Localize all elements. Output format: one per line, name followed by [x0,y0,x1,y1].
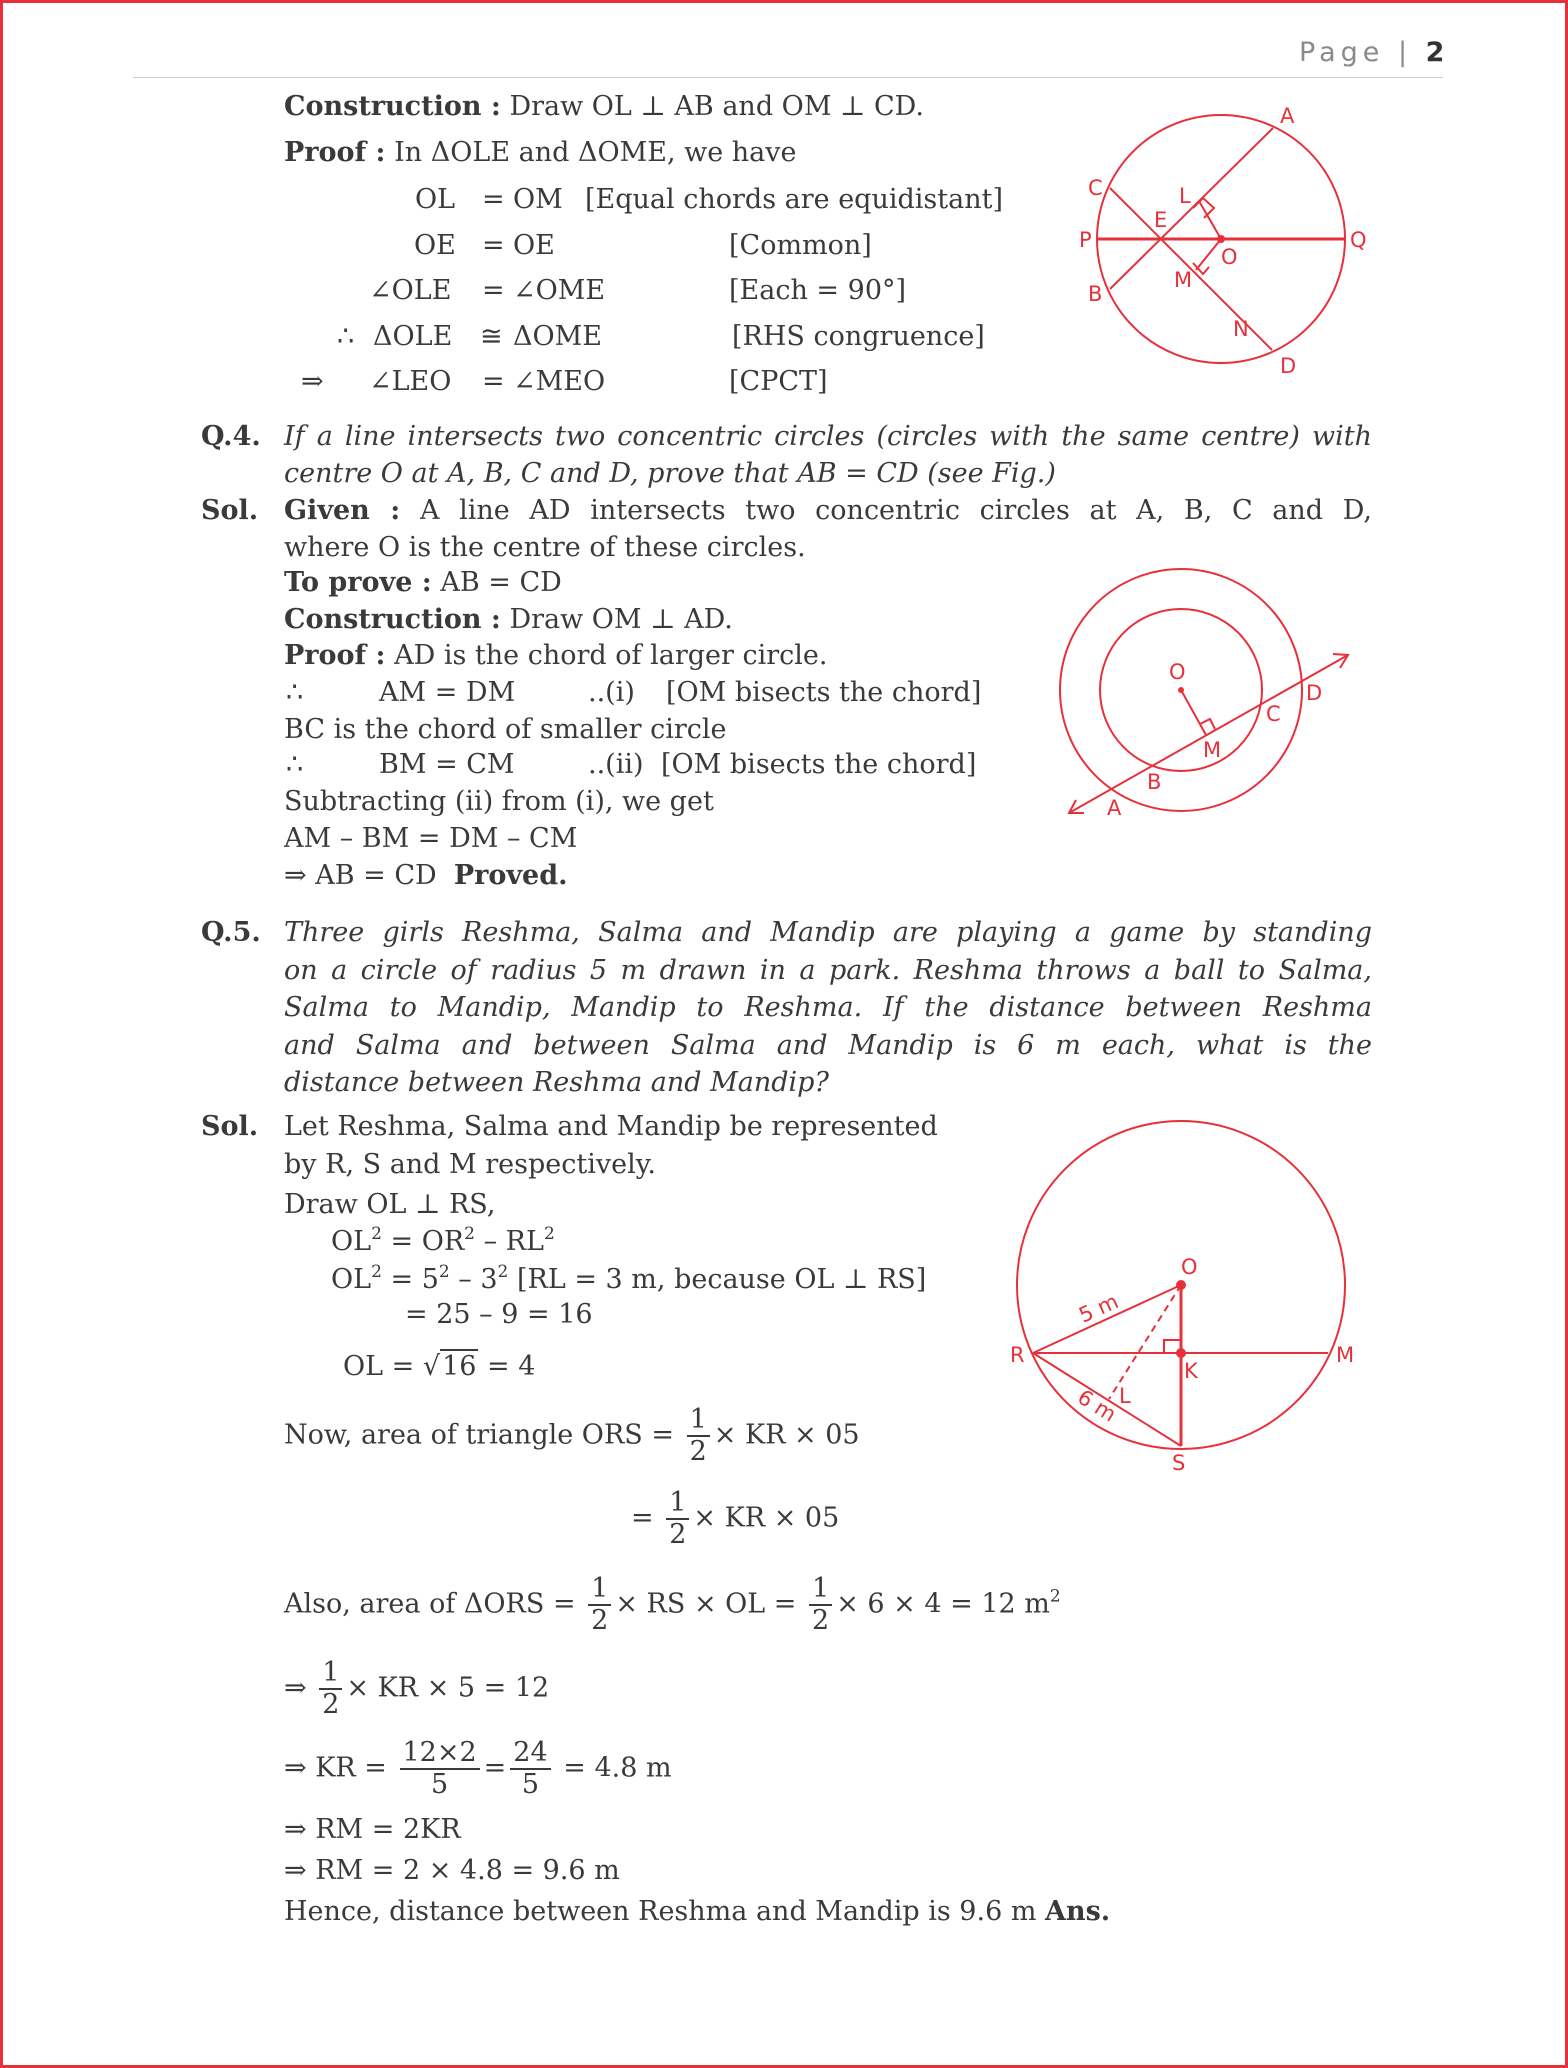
proof-text: In ΔOLE and ΔOME, we have [394,137,797,168]
exponent: 2 [371,1262,382,1282]
label-d: D [1280,354,1297,378]
label-e: E [1154,208,1168,232]
equation-line: ⇒ RM = 2KR [284,1814,461,1845]
numerator: 12×2 [400,1738,480,1770]
numerator: 1 [687,1405,710,1437]
denominator: 2 [812,1605,830,1636]
exponent: 2 [438,1262,450,1282]
question-text: Three girls Reshma, Salma and Mandip are playing a game by standing [284,917,1372,948]
eq-part: × KR × 05 [693,1502,840,1534]
label-5m: 5 m [1075,1289,1123,1328]
construction-label: Construction : [284,604,501,635]
area-equation-3 [284,1574,1061,1636]
given-label: Given : [284,495,401,526]
row-rhs: ΔOME [513,321,602,352]
fraction [400,1738,480,1800]
answer-text: Hence, distance between Reshma and Mandip is 9.6 m [284,1896,1037,1927]
eq-part: – 3 [449,1264,498,1295]
row-reason: [Each = 90°] [729,275,907,306]
given-text: A line AD intersects two concentric circles at A, B, C and D, [419,495,1372,526]
eq-part: ⇒ [284,1672,316,1704]
label-s: S [1172,1451,1186,1475]
row-reason: [CPCT] [729,366,828,397]
step-tag: ..(ii) [588,749,644,780]
fraction-half [319,1658,342,1720]
eq-part: OL [331,1264,372,1295]
conclusion-text: ⇒ AB = CD [284,860,437,891]
row-lhs: ΔOLE [373,321,453,352]
step-equation: BM = CM [379,749,515,780]
eq-part: OL [331,1226,372,1257]
implies-symbol: ⇒ [301,366,324,397]
numerator: 1 [666,1488,689,1520]
numerator: 1 [809,1574,832,1606]
label-o: O [1181,1255,1198,1279]
denominator: 2 [591,1605,609,1636]
sqrt-symbol: √ [422,1351,441,1382]
eq-part: = [483,1752,507,1784]
eq-part: × KR × 05 [713,1419,860,1451]
row-rhs: OM [513,184,563,215]
construction-text: Draw OL ⊥ AB and OM ⊥ CD. [509,91,924,122]
row-lhs: ∠LEO [369,366,452,397]
eq-reason: [RL = 3 m, because OL ⊥ RS] [508,1264,927,1295]
question-number: Q.4. [201,421,261,452]
point-k [1176,1348,1186,1358]
label-p: P [1079,228,1092,252]
exponent: 2 [497,1262,509,1282]
label-l: L [1119,1384,1131,1408]
row-eq: = [482,230,505,261]
equation-line: = 25 – 9 = 16 [405,1299,593,1330]
eq-part: = OR [381,1226,465,1257]
label-a: A [1280,104,1295,128]
eq-part: = [631,1502,663,1534]
proof-step: Subtracting (ii) from (i), we get [284,786,714,817]
eq-part: Now, area of triangle ORS = [284,1419,683,1451]
denominator: 2 [689,1436,707,1467]
step-reason: [OM bisects the chord] [661,749,977,780]
radicand: 16 [442,1351,477,1382]
page-number: 2 [1425,37,1445,68]
question-number: Q.5. [201,917,261,948]
construction-text: Draw OM ⊥ AD. [509,604,733,635]
equation-kr [284,1658,549,1720]
question-text: centre O at A, B, C and D, prove that AB = CD (see Fig.) [284,458,1056,489]
question-text: on a circle of radius 5 m drawn in a park. Reshma throws a ball to Salma, [284,955,1372,986]
proof-step: BC is the chord of smaller circle [284,714,727,745]
question-text: If a line intersects two concentric circles (circles with the same centre) with [284,421,1372,452]
fraction [510,1738,550,1800]
question-text: Salma to Mandip, Mandip to Reshma. If the distance between Reshma [284,992,1372,1023]
exponent: 2 [543,1224,555,1244]
row-eq: = [482,184,505,215]
label-a: A [1107,796,1122,820]
eq-part: – RL [475,1226,544,1257]
row-reason: [RHS congruence] [732,321,985,352]
row-eq: = [482,366,505,397]
to-prove-label: To prove : [284,567,432,598]
figure-circle-triangle [3,3,1568,1503]
solution-label: Sol. [201,1111,259,1142]
label-q: Q [1350,228,1367,252]
fraction-half [809,1574,832,1636]
row-eq: = [482,275,505,306]
label-d: D [1306,681,1323,705]
therefore-symbol: ∴ [286,749,304,780]
therefore-symbol: ∴ [286,677,304,708]
solution-label: Sol. [201,495,259,526]
therefore-symbol: ∴ [337,321,355,352]
center-dot [1176,1280,1186,1290]
exponent: 2 [464,1224,475,1244]
row-reason: [Equal chords are equidistant] [585,184,1003,215]
proved-label: Proved. [453,860,568,891]
row-reason: [Common] [729,230,872,261]
question-text: and Salma and between Salma and Mandip is 6 m each, what is the [284,1030,1372,1061]
eq-part: × KR × 5 = 12 [346,1672,550,1704]
label-c: C [1088,176,1103,200]
equation-kr-value [284,1738,672,1800]
numerator: 1 [588,1574,611,1606]
label-o: O [1169,660,1186,684]
label-m: M [1203,738,1222,762]
eq-part: OL = [343,1351,423,1382]
label-r: R [1010,1343,1025,1367]
page-word: Page [1299,37,1385,68]
numerator: 1 [319,1658,342,1690]
label-6m: 6 m [1073,1384,1121,1427]
proof-step: AM – BM = DM – CM [284,823,578,854]
given-text: where O is the centre of these circles. [284,532,806,563]
denominator: 2 [669,1519,687,1550]
solution-line: Draw OL ⊥ RS, [284,1189,496,1220]
row-rhs: ∠MEO [513,366,606,397]
label-o: O [1221,245,1238,269]
step-reason: [OM bisects the chord] [666,677,982,708]
fraction-half [588,1574,611,1636]
proof-label: Proof : [284,137,386,168]
eq-part: × 6 × 4 = 12 m [836,1588,1050,1620]
step-tag: ..(i) [588,677,635,708]
label-m: M [1174,268,1193,292]
label-c: C [1266,702,1281,726]
label-m: M [1336,1343,1355,1367]
row-eq: ≅ [480,321,503,352]
page-header: Page | 2 [1299,37,1445,68]
row-rhs: ∠OME [513,275,606,306]
exponent: 2 [1049,1586,1061,1607]
eq-part: ⇒ KR = [284,1752,396,1784]
label-l: L [1179,184,1191,208]
label-k: K [1184,1359,1198,1383]
numerator: 24 [510,1738,550,1770]
proof-text: AD is the chord of larger circle. [394,640,828,671]
to-prove-text: AB = CD [440,567,562,598]
ans-label: Ans. [1045,1896,1111,1927]
exponent: 2 [371,1224,382,1244]
construction-label: Construction : [284,91,501,122]
denominator: 5 [521,1769,540,1800]
step-equation: AM = DM [379,677,516,708]
eq-part: = 4 [478,1351,536,1382]
label-b: B [1088,282,1103,306]
row-lhs: ∠OLE [369,275,452,306]
eq-part: Also, area of ΔORS = [284,1588,585,1620]
solution-line: by R, S and M respectively. [284,1149,657,1180]
question-text: distance between Reshma and Mandip? [284,1067,829,1098]
equation-line: ⇒ RM = 2 × 4.8 = 9.6 m [284,1855,620,1886]
row-rhs: OE [513,230,555,261]
label-b: B [1147,770,1162,794]
proof-label: Proof : [284,640,386,671]
row-lhs: OL [415,184,456,215]
eq-part: = 4.8 m [554,1752,672,1784]
denominator: 5 [430,1769,449,1800]
eq-part: × RS × OL = [615,1588,806,1620]
final-answer [284,1894,1110,1930]
eq-part: = 5 [381,1264,439,1295]
row-lhs: OE [414,230,456,261]
label-n: N [1233,317,1249,341]
denominator: 2 [322,1689,340,1720]
solution-line: Let Reshma, Salma and Mandip be represented [284,1111,938,1142]
